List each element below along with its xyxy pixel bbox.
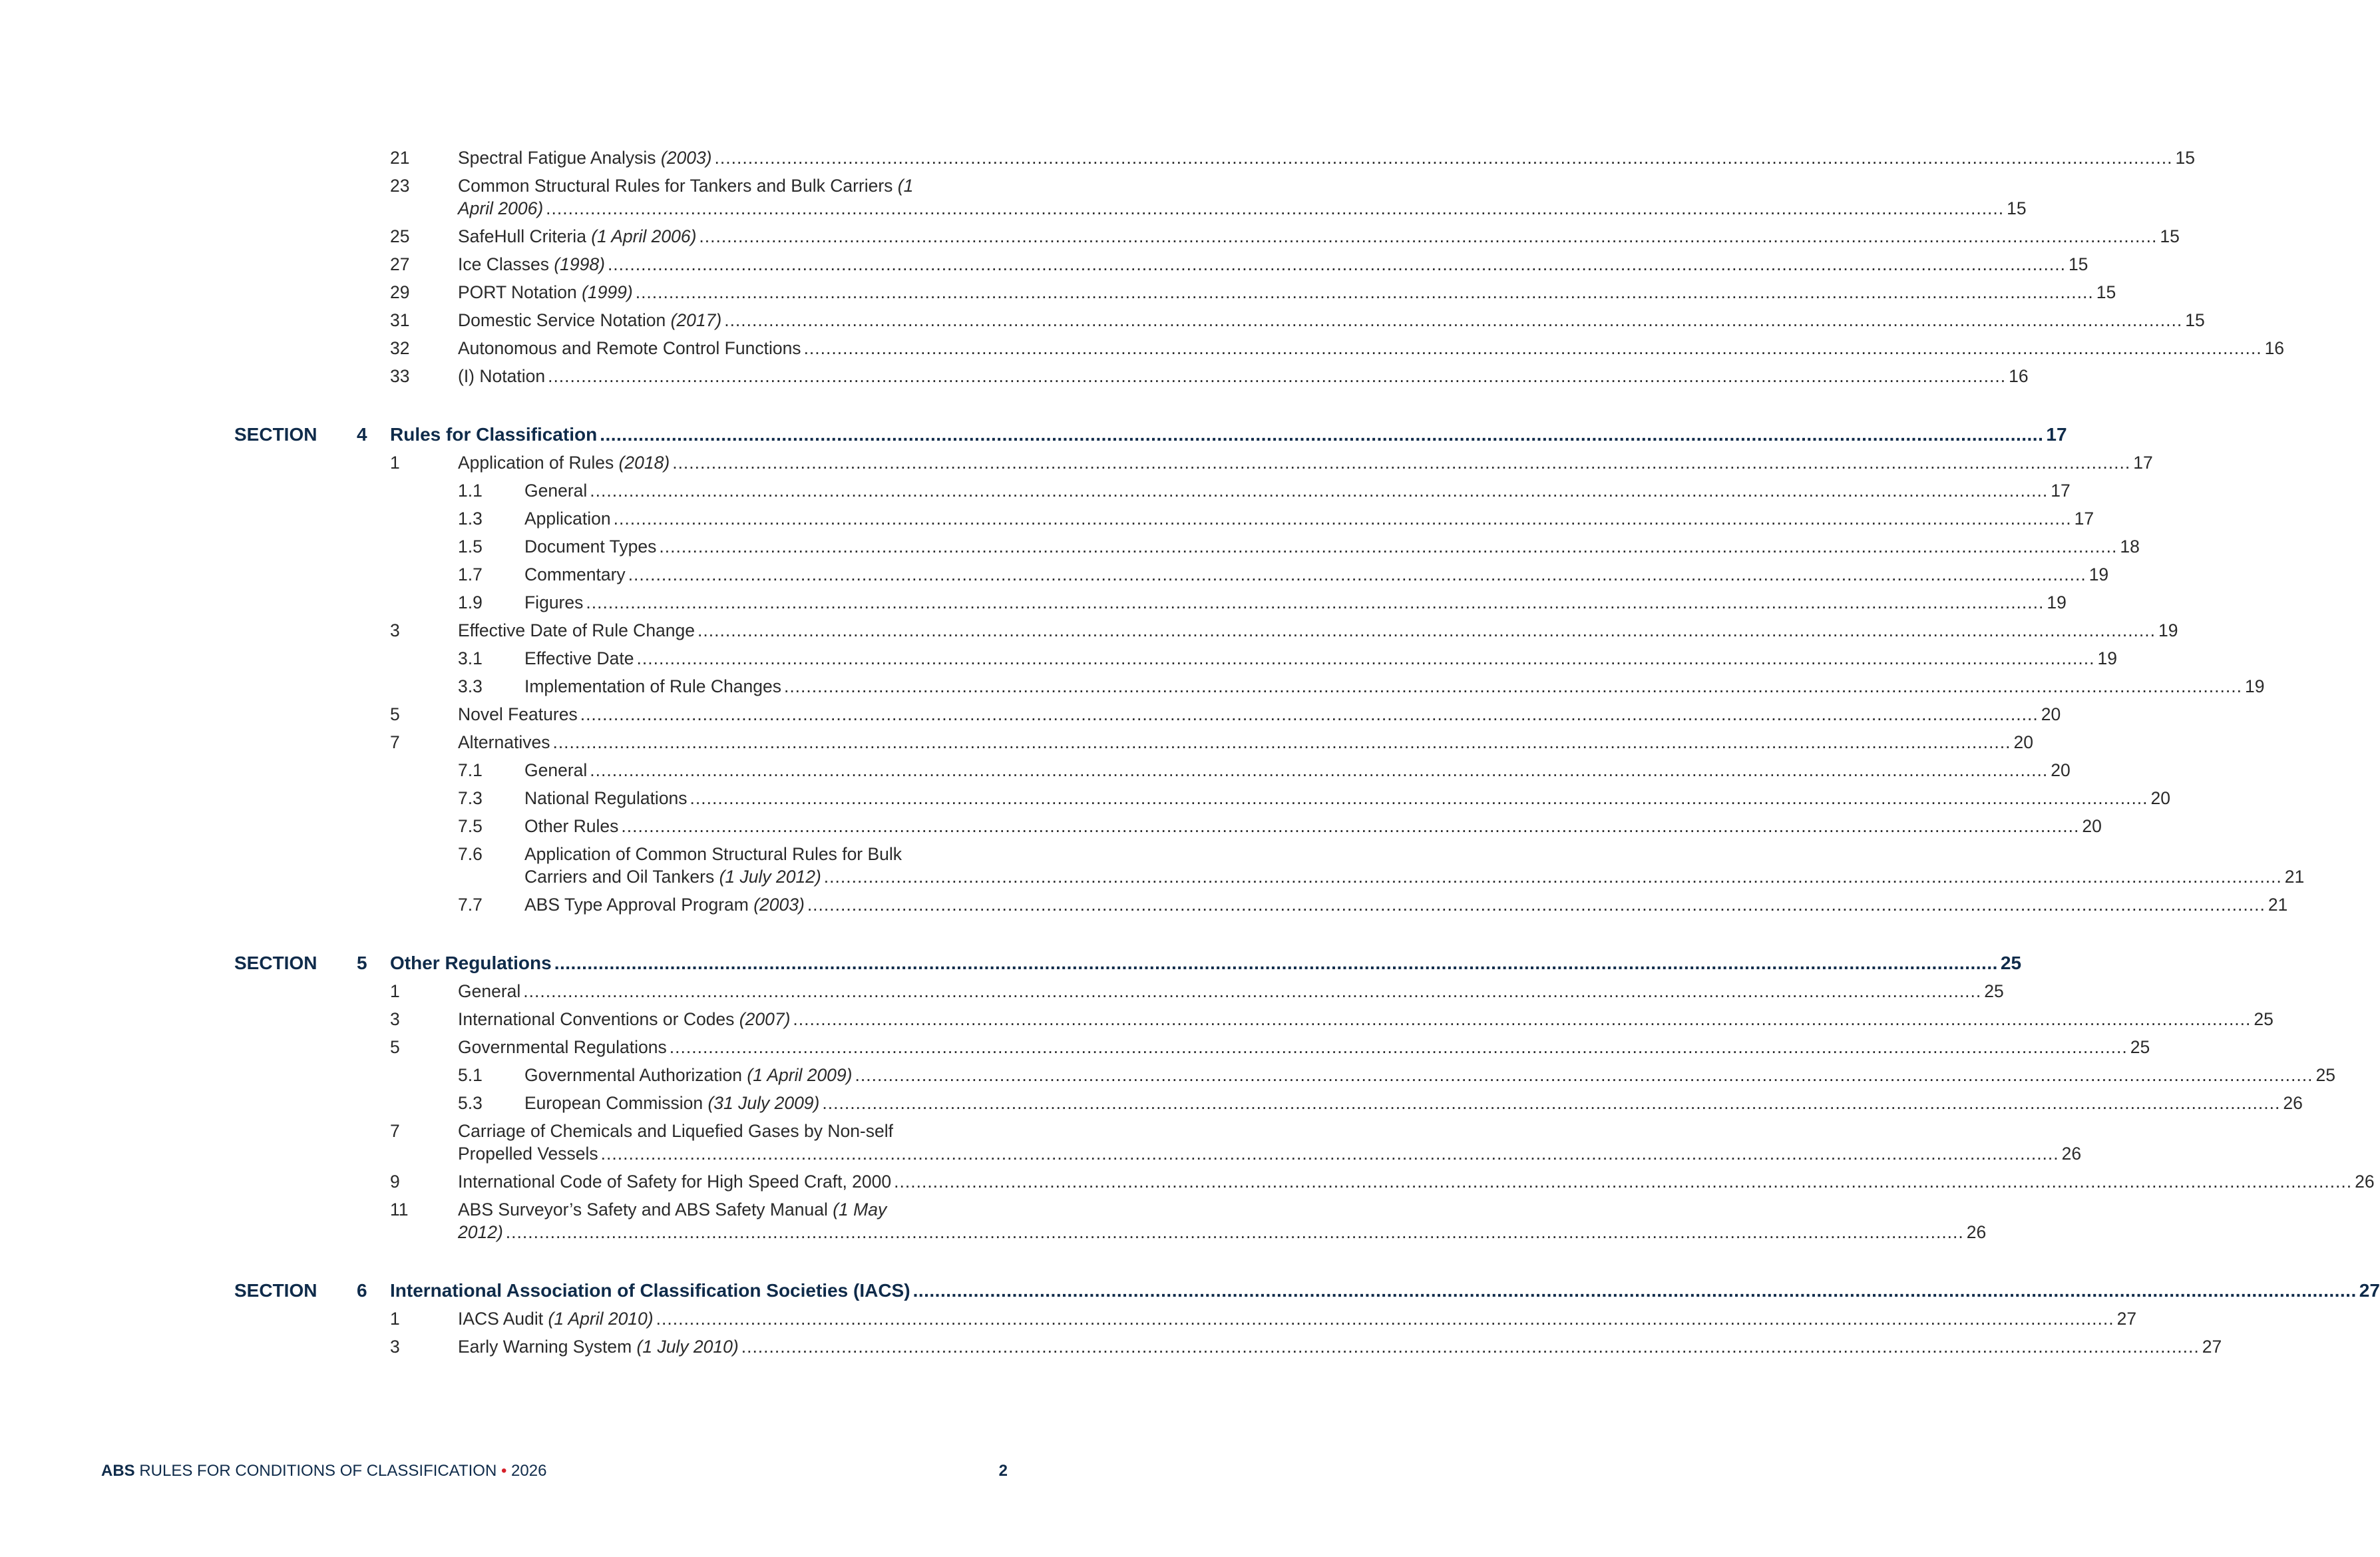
toc-entry-page-number: 27 bbox=[2202, 1337, 2222, 1357]
toc-entry-number: 3.1 bbox=[458, 648, 483, 668]
toc-entry-date-note: (2007) bbox=[739, 1009, 791, 1029]
toc-entry-number: 1 bbox=[390, 453, 400, 473]
toc-entry-title bbox=[458, 1170, 891, 1193]
toc-entry-title bbox=[524, 1064, 853, 1086]
toc-entry-page-number: 21 bbox=[2268, 895, 2288, 915]
dot-leader bbox=[636, 281, 2094, 304]
toc-entry-page-number: 17 bbox=[2051, 481, 2071, 501]
toc-entry-date-note: (2003) bbox=[660, 148, 712, 168]
toc-entry-title bbox=[524, 647, 634, 670]
toc-entry-title-text: European Commission bbox=[524, 1093, 708, 1113]
toc-entry-page-number: 20 bbox=[2051, 760, 2071, 780]
toc-entry-number: 3.3 bbox=[458, 676, 483, 696]
toc-entry-title bbox=[524, 507, 611, 530]
toc-entry-number: 1.7 bbox=[458, 564, 483, 584]
dot-leader bbox=[628, 563, 2086, 586]
section-label: SECTION bbox=[234, 1280, 317, 1301]
toc-entry-title-text-line2: April 2006) bbox=[458, 198, 544, 218]
toc-entry-number: 25 bbox=[390, 226, 410, 246]
toc-entry-title-text: (I) Notation bbox=[458, 366, 546, 386]
toc-entry-title bbox=[524, 787, 688, 809]
toc-entry-title bbox=[524, 815, 618, 837]
toc-entry-date-note: (1998) bbox=[554, 254, 605, 274]
toc-entry-title-text: Alternatives bbox=[458, 732, 550, 752]
dot-leader bbox=[741, 1335, 2200, 1358]
toc-entry-number: 33 bbox=[390, 366, 410, 386]
toc-entry-page-number: 20 bbox=[2082, 816, 2102, 836]
toc-entry-page-number: 25 bbox=[1984, 981, 2004, 1001]
toc-entry-date-note: (1 bbox=[897, 176, 914, 196]
dot-leader bbox=[580, 703, 2039, 726]
dot-leader bbox=[590, 479, 2048, 502]
toc-entry-title-text: Early Warning System bbox=[458, 1337, 637, 1357]
dot-leader bbox=[506, 1221, 1964, 1243]
toc-entry-number: 27 bbox=[390, 254, 410, 274]
footer-year: 2026 bbox=[506, 1462, 547, 1480]
dot-leader bbox=[690, 787, 2148, 809]
section-number: 5 bbox=[357, 953, 367, 973]
toc-entry-date-note: (1 April 2009) bbox=[747, 1065, 853, 1085]
dot-leader bbox=[554, 952, 1998, 975]
dot-leader bbox=[670, 1036, 2128, 1058]
toc-entry-number: 29 bbox=[390, 282, 410, 302]
toc-entry-title-text: Implementation of Rule Changes bbox=[524, 676, 781, 696]
toc-entry-title-text: National Regulations bbox=[524, 788, 688, 808]
toc-entry-date-note: (1999) bbox=[582, 282, 633, 302]
toc-entry-number: 7.1 bbox=[458, 760, 483, 780]
toc-entry-title-text: Figures bbox=[524, 592, 584, 612]
toc-entry-number: 7.6 bbox=[458, 844, 483, 864]
toc-entry-title bbox=[524, 1092, 819, 1114]
toc-entry-number: 32 bbox=[390, 338, 410, 358]
footer-bullet: • bbox=[500, 1462, 507, 1480]
toc-entry-title bbox=[458, 337, 801, 359]
dot-leader bbox=[608, 253, 2066, 276]
dot-leader bbox=[724, 309, 2182, 332]
toc-entry-page-number: 16 bbox=[2264, 338, 2285, 358]
toc-entry-title-text: Autonomous and Remote Control Functions bbox=[458, 338, 801, 358]
toc-entry-title-text: General bbox=[458, 981, 521, 1001]
toc-entry-page-number: 20 bbox=[2013, 732, 2033, 752]
section-title: Other Regulations bbox=[390, 953, 552, 973]
toc-entry-title-text: Application of Rules bbox=[458, 453, 619, 473]
toc-entry-number: 7.3 bbox=[458, 788, 483, 808]
toc-entry-title-text: Effective Date bbox=[524, 648, 634, 668]
toc-entry-title-text: General bbox=[524, 760, 588, 780]
dot-leader bbox=[824, 865, 2282, 888]
toc-entry-number: 7 bbox=[390, 1121, 400, 1141]
toc-entry-title-text: Carriage of Chemicals and Liquefied Gases by Non-self bbox=[458, 1121, 893, 1141]
toc-entry-number: 5 bbox=[390, 704, 400, 724]
section-page-number: 27 bbox=[2359, 1280, 2380, 1301]
toc-entry-title bbox=[458, 281, 633, 304]
dot-leader bbox=[590, 759, 2048, 781]
toc-entry-page-number: 18 bbox=[2120, 537, 2140, 556]
dot-leader bbox=[656, 1307, 2114, 1330]
toc-entry-title bbox=[524, 893, 805, 916]
dot-leader bbox=[548, 365, 2006, 387]
dot-leader bbox=[546, 197, 2004, 220]
dot-leader bbox=[697, 619, 2156, 642]
dot-leader bbox=[614, 507, 2072, 530]
footer-page-number: 2 bbox=[998, 1462, 1008, 1480]
toc-entry-number: 11 bbox=[390, 1200, 409, 1220]
toc-entry-title bbox=[458, 309, 721, 332]
toc-entry-title-text: International Code of Safety for High Speed Craft, 2000 bbox=[458, 1172, 892, 1192]
toc-entry-number: 31 bbox=[390, 310, 410, 330]
toc-entry-title-text: Other Rules bbox=[524, 816, 619, 836]
toc-entry-title-text-line2: Carriers and Oil Tankers bbox=[524, 867, 719, 887]
toc-entry-title-text: General bbox=[524, 481, 588, 501]
dot-leader bbox=[804, 337, 2262, 359]
toc-entry-title-continued bbox=[458, 1221, 503, 1243]
dot-leader bbox=[601, 1142, 2059, 1165]
section-title: Rules for Classification bbox=[390, 424, 598, 445]
toc-entry-title-text: Governmental Regulations bbox=[458, 1037, 667, 1057]
dot-leader bbox=[621, 815, 2079, 837]
toc-entry-title bbox=[458, 225, 696, 248]
toc-entry-title-text-line2: Propelled Vessels bbox=[458, 1144, 598, 1164]
toc-entry-title bbox=[524, 479, 587, 502]
toc-entry-title-text: PORT Notation bbox=[458, 282, 582, 302]
toc-entry-date-note: (1 July 2010) bbox=[636, 1337, 739, 1357]
toc-entry-page-number: 15 bbox=[2185, 310, 2205, 330]
dot-leader bbox=[699, 225, 2157, 248]
toc-entry-page-number: 16 bbox=[2009, 366, 2029, 386]
toc-entry-title-continued bbox=[524, 865, 821, 888]
dot-leader bbox=[637, 647, 2095, 670]
section-label: SECTION bbox=[234, 424, 317, 445]
toc-entry-number: 5.3 bbox=[458, 1093, 483, 1113]
toc-entry-page-number: 15 bbox=[2096, 282, 2116, 302]
toc-entry-title-text: International Conventions or Codes bbox=[458, 1009, 739, 1029]
toc-entry-page-number: 25 bbox=[2130, 1037, 2150, 1057]
section-label: SECTION bbox=[234, 953, 317, 973]
toc-entry-page-number: 20 bbox=[2150, 788, 2171, 808]
toc-entry-date-note: (31 July 2009) bbox=[707, 1093, 820, 1113]
toc-entry-page-number: 27 bbox=[2116, 1309, 2137, 1329]
section-number: 6 bbox=[357, 1280, 367, 1301]
toc-entry-page-number: 26 bbox=[2283, 1093, 2303, 1113]
toc-entry-title-text: Effective Date of Rule Change bbox=[458, 620, 695, 640]
dot-leader bbox=[822, 1092, 2280, 1114]
toc-entry-number: 1.9 bbox=[458, 592, 483, 612]
toc-entry-page-number: 25 bbox=[2254, 1009, 2274, 1029]
toc-entry-page-number: 15 bbox=[2007, 198, 2027, 218]
toc-entry-number: 3 bbox=[390, 620, 400, 640]
dot-leader bbox=[672, 451, 2130, 474]
toc-entry-number: 7 bbox=[390, 732, 400, 752]
dot-leader bbox=[659, 535, 2117, 558]
dot-leader bbox=[855, 1064, 2313, 1086]
toc-entry-number: 9 bbox=[390, 1172, 400, 1192]
toc-entry-date-note: (2018) bbox=[618, 453, 670, 473]
toc-entry-title bbox=[458, 1335, 739, 1358]
toc-entry-title-text: Application of Common Structural Rules for Bulk bbox=[524, 844, 902, 864]
toc-entry-title-text: SafeHull Criteria bbox=[458, 226, 592, 246]
toc-entry-title-text: Domestic Service Notation bbox=[458, 310, 671, 330]
toc-entry-title-continued bbox=[458, 1142, 598, 1165]
toc-entry-number: 1 bbox=[390, 1309, 400, 1329]
toc-entry-title bbox=[458, 1036, 667, 1058]
section-title: International Association of Classification Societies (IACS) bbox=[390, 1280, 910, 1301]
toc-entry-title bbox=[458, 146, 712, 169]
dot-leader bbox=[600, 423, 2043, 446]
toc-entry-page-number: 17 bbox=[2133, 453, 2153, 473]
toc-entry-number: 7.5 bbox=[458, 816, 483, 836]
toc-entry-title-text: ABS Type Approval Program bbox=[524, 895, 754, 915]
toc-entry-title bbox=[524, 563, 626, 586]
toc-entry-title-text: Spectral Fatigue Analysis bbox=[458, 148, 661, 168]
toc-entry-page-number: 19 bbox=[2047, 592, 2067, 612]
toc-entry-page-number: 26 bbox=[2061, 1144, 2082, 1164]
footer-title bbox=[101, 1462, 546, 1480]
toc-entry-title bbox=[524, 591, 583, 614]
toc-entry-number: 5 bbox=[390, 1037, 400, 1057]
toc-entry-number: 21 bbox=[390, 148, 410, 168]
toc-entry-page-number: 17 bbox=[2074, 509, 2094, 529]
toc-entry-title bbox=[524, 759, 587, 781]
toc-entry-number: 1.5 bbox=[458, 537, 483, 556]
toc-entry-title-text: Common Structural Rules for Tankers and Bulk Carriers bbox=[458, 176, 898, 196]
toc-entry-page-number: 15 bbox=[2160, 226, 2180, 246]
footer-doc-title: RULES FOR CONDITIONS OF CLASSIFICATION bbox=[134, 1462, 501, 1480]
dot-leader bbox=[793, 1008, 2251, 1030]
toc-entry-date-note: (1 July 2012) bbox=[719, 867, 821, 887]
toc-entry-title bbox=[458, 365, 545, 387]
section-page-number: 17 bbox=[2046, 424, 2067, 445]
dot-leader bbox=[523, 980, 1981, 1002]
toc-entry-title-text: ABS Surveyor’s Safety and ABS Safety Manual bbox=[458, 1200, 833, 1220]
toc-entry-page-number: 25 bbox=[2315, 1065, 2335, 1085]
toc-entry-date-note-continued: 2012) bbox=[458, 1222, 503, 1242]
toc-entry-title bbox=[458, 619, 695, 642]
toc-entry-number: 1 bbox=[390, 981, 400, 1001]
footer-brand: ABS bbox=[101, 1462, 135, 1480]
toc-entry-title-continued bbox=[458, 197, 543, 220]
toc-entry-title bbox=[458, 731, 550, 754]
dot-leader bbox=[715, 146, 2173, 169]
dot-leader bbox=[913, 1279, 2357, 1302]
toc-entry-date-note: (1 April 2006) bbox=[591, 226, 697, 246]
dot-leader bbox=[552, 731, 2011, 754]
dot-leader bbox=[586, 591, 2044, 614]
toc-entry-page-number: 19 bbox=[2158, 620, 2178, 640]
toc-entry-date-note: (2003) bbox=[753, 895, 805, 915]
toc-entry-page-number: 19 bbox=[2244, 676, 2265, 696]
toc-entry-date-note: (1 May bbox=[833, 1200, 887, 1220]
toc-entry-title-text: Commentary bbox=[524, 564, 626, 584]
dot-leader bbox=[894, 1170, 2352, 1193]
toc-entry-title bbox=[524, 675, 781, 698]
toc-entry-title-text: Novel Features bbox=[458, 704, 578, 724]
toc-entry-page-number: 20 bbox=[2041, 704, 2061, 724]
toc-entry-page-number: 26 bbox=[1966, 1222, 1987, 1242]
toc-entry-page-number: 19 bbox=[2097, 648, 2117, 668]
toc-entry-title-text: Document Types bbox=[524, 537, 657, 556]
toc-entry-title-text: Governmental Authorization bbox=[524, 1065, 747, 1085]
toc-entry-title bbox=[524, 535, 656, 558]
toc-entry-number: 7.7 bbox=[458, 895, 483, 915]
toc-entry-title-text: Application bbox=[524, 509, 611, 529]
toc-entry-date-note: (1 April 2010) bbox=[548, 1309, 654, 1329]
toc-entry-page-number: 15 bbox=[2068, 254, 2088, 274]
section-page-number: 25 bbox=[2000, 953, 2022, 973]
section-number: 4 bbox=[357, 424, 367, 445]
dot-leader bbox=[784, 675, 2242, 698]
toc-entry-page-number: 19 bbox=[2088, 564, 2109, 584]
toc-entry-number: 3 bbox=[390, 1009, 400, 1029]
toc-entry-title bbox=[458, 703, 578, 726]
dot-leader bbox=[807, 893, 2266, 916]
toc-entry-title-text: Ice Classes bbox=[458, 254, 554, 274]
toc-entry-title bbox=[458, 253, 605, 276]
toc-entry-date-note: (2017) bbox=[670, 310, 722, 330]
toc-entry-title bbox=[458, 451, 670, 474]
toc-entry-title bbox=[458, 980, 520, 1002]
toc-entry-title bbox=[458, 1008, 790, 1030]
toc-entry-number: 3 bbox=[390, 1337, 400, 1357]
toc-entry-page-number: 15 bbox=[2175, 148, 2195, 168]
toc-entry-number: 1.1 bbox=[458, 481, 483, 501]
page-footer bbox=[101, 1462, 1008, 1480]
toc-entry-number: 23 bbox=[390, 176, 410, 196]
toc-entry-page-number: 21 bbox=[2284, 867, 2305, 887]
toc-entry-number: 1.3 bbox=[458, 509, 483, 529]
toc-entry-title-text: IACS Audit bbox=[458, 1309, 548, 1329]
toc-entry-number: 5.1 bbox=[458, 1065, 483, 1085]
toc-entry-title bbox=[458, 1307, 654, 1330]
toc-entry-page-number: 26 bbox=[2355, 1172, 2375, 1192]
